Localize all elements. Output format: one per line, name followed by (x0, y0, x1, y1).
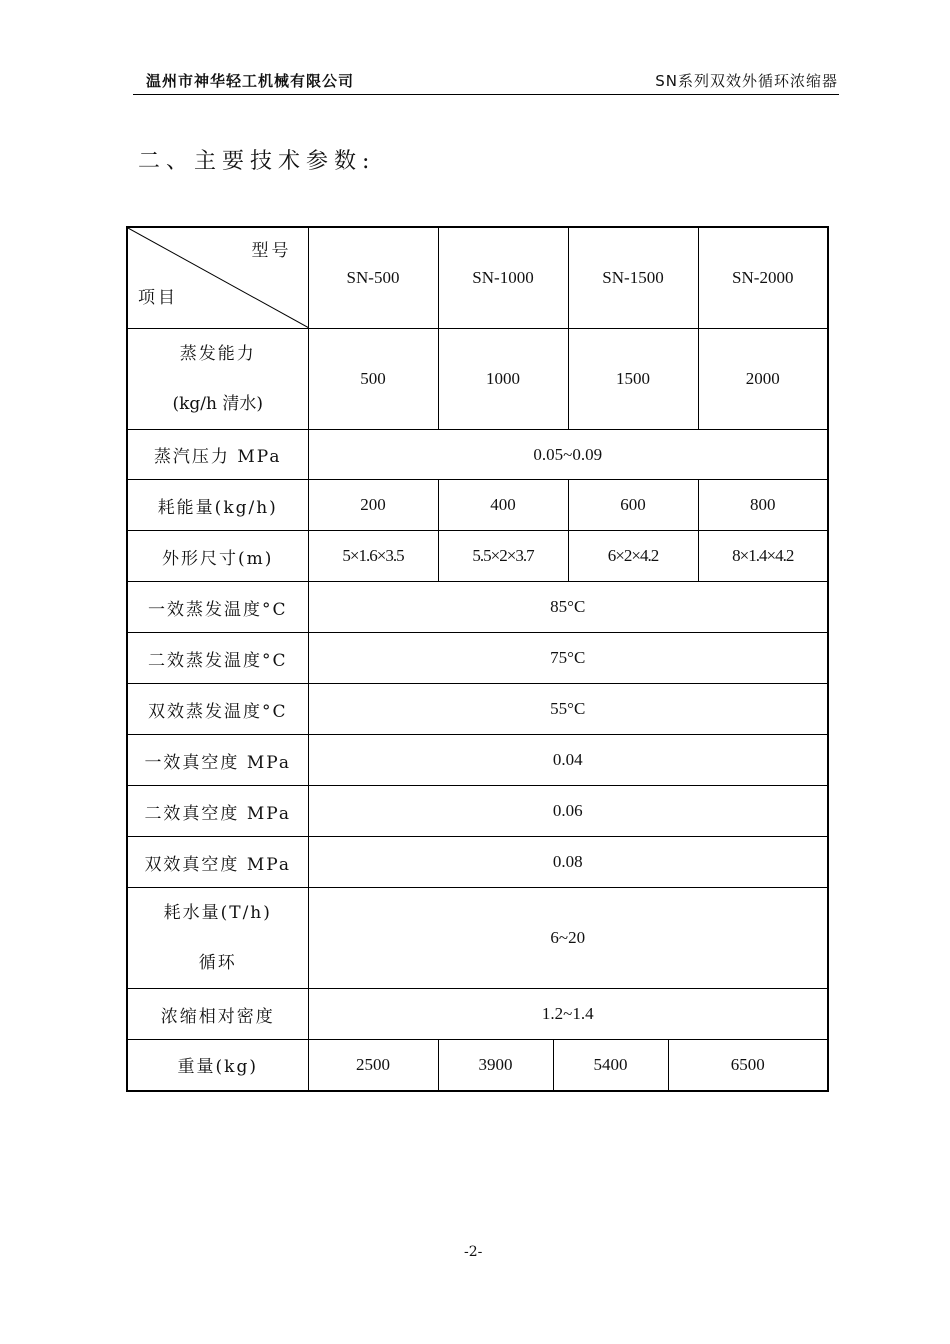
model-header: SN-2000 (698, 227, 828, 329)
row-label: 双效真空度 MPa (127, 837, 308, 888)
row-label-line: 循环 (198, 953, 237, 973)
table-cell: 3900 (438, 1040, 553, 1091)
table-cell: 0.05~0.09 (308, 430, 828, 480)
row-label: 外形尺寸(m) (127, 531, 308, 582)
table-cell: 2500 (308, 1040, 438, 1091)
table-row (127, 329, 828, 430)
table-row (127, 531, 828, 582)
table-cell: 1500 (568, 329, 698, 430)
table-row (127, 480, 828, 531)
row-label: 耗能量(kg/h) (127, 480, 308, 531)
table-cell: 0.06 (308, 786, 828, 837)
model-header: SN-1500 (568, 227, 698, 329)
table-cell: 6×2×4.2 (568, 531, 698, 582)
table-row (127, 684, 828, 735)
table-row (127, 633, 828, 684)
header-product: SN系列双效外循环浓缩器 (655, 72, 838, 90)
table-cell: 8×1.4×4.2 (698, 531, 828, 582)
row-label: 二效真空度 MPa (127, 786, 308, 837)
table-row (127, 1040, 828, 1091)
table-cell: 5.5×2×3.7 (438, 531, 568, 582)
table-cell: 400 (438, 480, 568, 531)
row-label (127, 329, 308, 430)
table-cell: 0.08 (308, 837, 828, 888)
table-cell: 800 (698, 480, 828, 531)
row-label: 一效蒸发温度°C (127, 582, 308, 633)
row-label: 蒸汽压力 MPa (127, 430, 308, 480)
table-header-row (127, 227, 828, 329)
table-cell: 0.04 (308, 735, 828, 786)
row-label-line: 耗水量(T/h) (163, 903, 272, 923)
table-row (127, 888, 828, 989)
table-cell: 6500 (668, 1040, 828, 1091)
table-row (127, 989, 828, 1040)
corner-cell (127, 227, 308, 329)
table-cell: 1000 (438, 329, 568, 430)
row-label-line: (kg/h 清水) (172, 394, 264, 414)
row-label: 重量(kg) (127, 1040, 308, 1091)
header-company: 温州市神华轻工机械有限公司 (146, 72, 355, 90)
table-cell: 5×1.6×3.5 (308, 531, 438, 582)
header-divider (133, 94, 839, 95)
table-cell: 500 (308, 329, 438, 430)
spec-table (126, 226, 829, 1092)
table-cell: 200 (308, 480, 438, 531)
row-label-line: 蒸发能力 (179, 344, 256, 364)
table-row (127, 786, 828, 837)
table-cell: 2000 (698, 329, 828, 430)
corner-top-label: 型号 (251, 241, 292, 260)
page-number: -2- (464, 1244, 483, 1260)
table-cell: 85°C (308, 582, 828, 633)
row-label: 一效真空度 MPa (127, 735, 308, 786)
row-label: 二效蒸发温度°C (127, 633, 308, 684)
table-row (127, 582, 828, 633)
table-cell: 600 (568, 480, 698, 531)
table-row (127, 735, 828, 786)
table-cell: 6~20 (308, 888, 828, 989)
section-title: 二、主要技术参数: (138, 149, 376, 174)
table-row (127, 430, 828, 480)
table-cell: 75°C (308, 633, 828, 684)
table-row (127, 837, 828, 888)
table-cell: 5400 (553, 1040, 668, 1091)
model-header: SN-1000 (438, 227, 568, 329)
row-label (127, 888, 308, 989)
table-cell: 1.2~1.4 (308, 989, 828, 1040)
model-header: SN-500 (308, 227, 438, 329)
row-label: 双效蒸发温度°C (127, 684, 308, 735)
corner-bottom-label: 项目 (138, 288, 178, 307)
table-cell: 55°C (308, 684, 828, 735)
row-label: 浓缩相对密度 (127, 989, 308, 1040)
